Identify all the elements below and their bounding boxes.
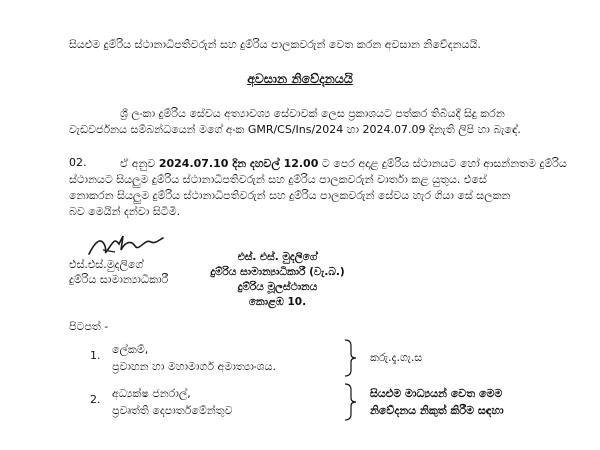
official-line-3: දුම්රිය මූලස්ථානය [237, 281, 318, 293]
copy-1-recipient [112, 341, 276, 375]
copy-1-line-1: ලේකම්, [112, 343, 149, 356]
copies-label: පිටපත් - [69, 320, 109, 333]
paragraph-2-line-3: නොකරන සියලුම දුම්රිය ස්ථානාධිපතිවරුන් සහ දුම්රිය පාලකවරුන් සේවය හැර ගියා සේ සලකන [69, 189, 511, 202]
paragraph-2-line-4: බව මෙයින් දන්වා සිටිමි. [69, 205, 181, 218]
document-title-text: අවසාන නිවේදනයයි [247, 71, 353, 86]
paragraph-1-line-1: ශ්‍රී ලංකා දුම්රිය සේවය අත්‍යාවශ්‍ය සේවාවක් ලෙස ප්‍රකාශයට පත්කර තිබියදී සිදු කරන [120, 107, 505, 120]
handwritten-signature [85, 232, 165, 258]
official-line-2: දුම්රිය සාමාන්‍යාධිකාරී (වැ.බ.) [210, 266, 345, 278]
document-title [0, 71, 600, 87]
signatory-title: දුම්රිය සාමාන්‍යාධිකාරී [69, 273, 169, 286]
copy-2-note [370, 385, 504, 419]
copy-2-line-2: ප්‍රවෘත්ති දෙපාර්තමේන්තුව [112, 404, 233, 417]
official-line-4: කොළඹ 10. [248, 296, 307, 308]
copy-2-brace [343, 382, 357, 422]
copy-1-number: 1. [90, 349, 101, 362]
copy-2-recipient [112, 385, 233, 419]
paragraph-2-line-1 [120, 156, 567, 173]
official-stamp-block [190, 250, 365, 310]
paragraph-2-pre: ඒ අනුව [120, 157, 159, 170]
paragraph-2-line-2: ස්ථානයට සියලුම දුම්රිය ස්ථානාධිපතිවරුන් සහ දුම්රිය පාලකවරුන් වාර්තා කළ යුතුය. එසේ [69, 173, 487, 186]
copy-1-note-line-1: කරු.දැ.ගැ.ස [370, 351, 423, 364]
official-line-1: එස්. එස්. මුදලිගේ [237, 251, 318, 263]
paragraph-2-number: 02. [69, 156, 87, 169]
paragraph-1-line-2: වැඩවර්ජනය සම්බන්ධයෙන් මගේ අංක GMR/CS/Ins/2024 හා 2024.07.09 දිනැති ලිපි හා බැඳේ. [69, 123, 521, 136]
deadline-text: 2024.07.10 දින දහවල් 12.00 [158, 157, 319, 170]
signatory-block [69, 257, 168, 287]
copy-2-note-line-2: නිවේදනය නිකුත් කිරීම සඳහා [370, 404, 504, 417]
paragraph-2-post: ට පෙර අදාළ දුම්රිය ස්ථානයට හෝ ආසන්නතම දුම්රිය [318, 157, 567, 170]
copy-1-note [370, 349, 422, 366]
copy-1-brace [343, 338, 357, 378]
copy-2-number: 2. [90, 393, 101, 406]
signatory-name: එස්.එස්.මුදලිගේ [69, 258, 144, 271]
addressee-line: සියළුම දුම්රිය ස්ථානාධිපතිවරුන් සහ දුම්රිය පාලකවරුන් වෙත කරන අවසාන නිවේදනයයි. [69, 38, 481, 51]
copy-1-line-2: ප්‍රවාහන හා මහාමාර්ග අමාත්‍යාංශය. [112, 360, 276, 373]
copy-2-note-line-1: සියළුම මාධ්‍යයන් වෙත මෙම [370, 387, 503, 400]
copy-2-line-1: අධ්‍යක්ෂ ජනරාල්, [112, 387, 191, 400]
